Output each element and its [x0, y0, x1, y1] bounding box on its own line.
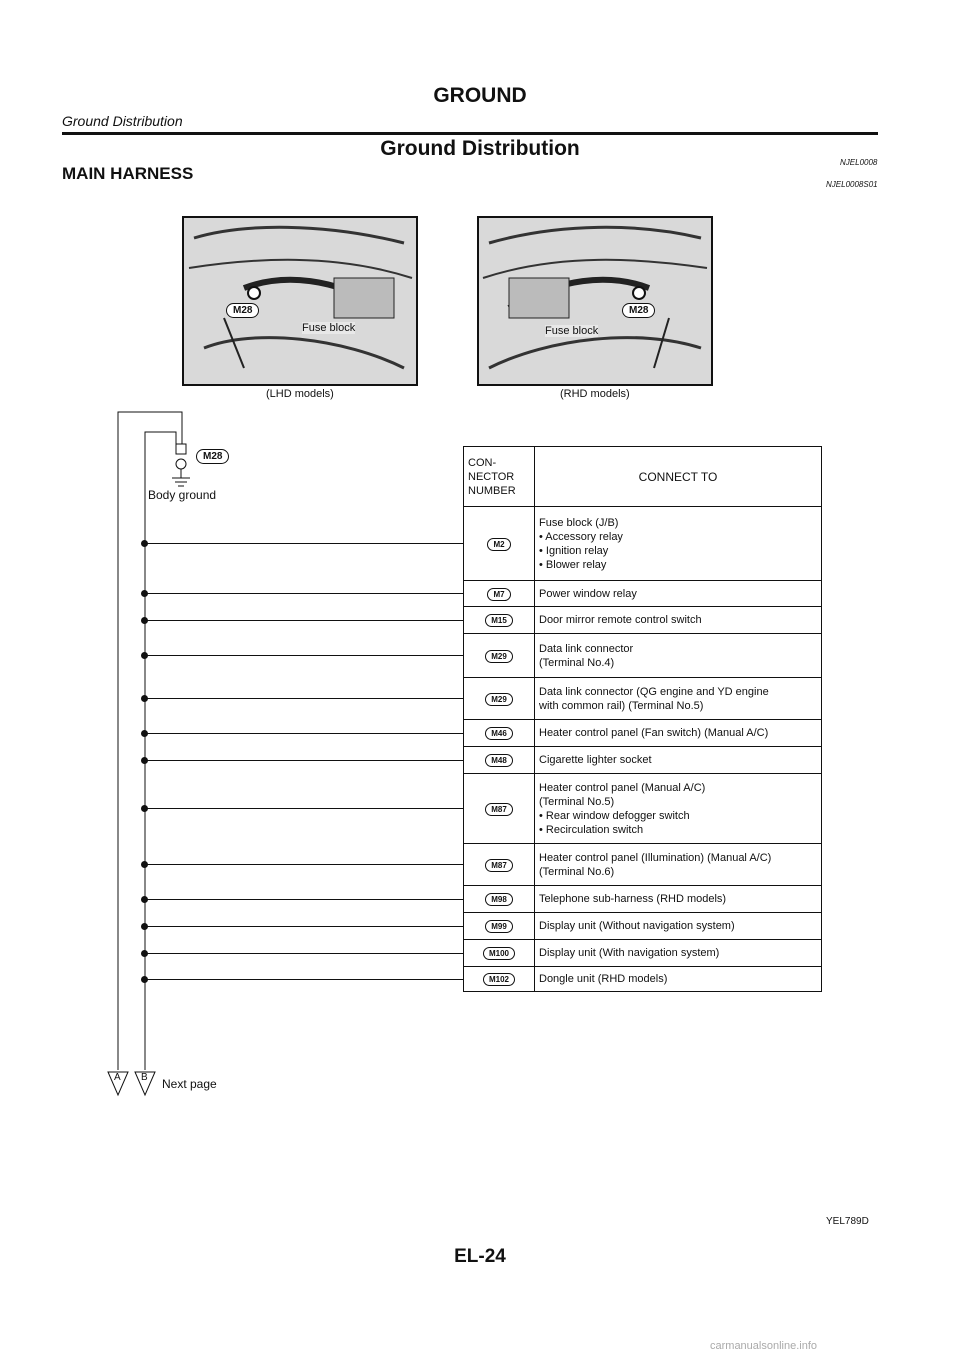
branch-wire: [145, 760, 463, 761]
header-connector-number: CON- NECTOR NUMBER: [464, 447, 535, 507]
branch-wire: [145, 543, 463, 544]
table-row: [464, 678, 822, 720]
watermark: carmanualsonline.info: [710, 1340, 818, 1352]
connect-to-cell: Data link connector (Terminal No.4): [535, 634, 822, 678]
connector-badge: M7: [487, 588, 510, 601]
subsection-code: NJEL0008S01: [826, 180, 878, 189]
header-subtitle: Ground Distribution: [62, 113, 183, 129]
branch-wire: [145, 593, 463, 594]
junction-dot: [141, 617, 148, 624]
table-row: [464, 720, 822, 747]
connect-to-cell: Heater control panel (Fan switch) (Manual A/C): [535, 720, 822, 747]
connect-to-cell: Fuse block (J/B) • Accessory relay • Ignition relay • Blower relay: [535, 507, 822, 581]
connector-badge: M48: [485, 754, 513, 767]
branch-wire: [145, 926, 463, 927]
connector-cell: [464, 678, 535, 720]
table-row: [464, 913, 822, 940]
junction-dot: [141, 540, 148, 547]
branch-wire: [145, 808, 463, 809]
connector-cell: [464, 581, 535, 607]
branch-wire: [145, 733, 463, 734]
page-number: EL-24: [454, 1246, 506, 1267]
section-title: Ground Distribution: [380, 137, 580, 160]
photo-lhd-connector: M28: [226, 300, 259, 318]
photo-lhd-caption: (LHD models): [266, 388, 334, 400]
connect-to-cell: Heater control panel (Illumination) (Manual A/C) (Terminal No.6): [535, 844, 822, 886]
connector-cell: [464, 886, 535, 913]
figure-code: YEL789D: [826, 1216, 869, 1227]
table-row: [464, 774, 822, 844]
connector-badge: M100: [483, 947, 515, 960]
table-row: [464, 581, 822, 607]
junction-dot: [141, 950, 148, 957]
connect-to-cell: Telephone sub-harness (RHD models): [535, 886, 822, 913]
next-page-label: Next page: [162, 1077, 217, 1091]
connector-cell: [464, 967, 535, 992]
branch-wire: [145, 655, 463, 656]
subsection-title: MAIN HARNESS: [62, 164, 194, 183]
table-row: [464, 607, 822, 634]
connector-badge: M99: [485, 920, 513, 933]
table-row: [464, 634, 822, 678]
junction-dot: [141, 757, 148, 764]
junction-dot: [141, 730, 148, 737]
junction-dot: [141, 590, 148, 597]
connector-badge: M102: [483, 973, 515, 986]
connector-badge: M46: [485, 727, 513, 740]
ground-connector: M28: [196, 446, 229, 464]
header-connect-to: CONNECT TO: [535, 447, 822, 507]
photo-rhd-connector: M28: [622, 300, 655, 318]
photo-rhd-caption: (RHD models): [560, 388, 630, 400]
table-header-row: [464, 447, 822, 507]
connector-cell: [464, 720, 535, 747]
photo-lhd-fuse-label: Fuse block: [302, 322, 356, 334]
connect-to-cell: Door mirror remote control switch: [535, 607, 822, 634]
connect-to-cell: Data link connector (QG engine and YD engine with common rail) (Terminal No.5): [535, 678, 822, 720]
junction-dot: [141, 652, 148, 659]
branch-wire: [145, 698, 463, 699]
connect-to-cell: Power window relay: [535, 581, 822, 607]
connector-badge: M98: [485, 893, 513, 906]
junction-dot: [141, 805, 148, 812]
photo-rhd-fuse-label: Fuse block: [545, 325, 599, 337]
branch-wire: [145, 864, 463, 865]
junction-dot: [141, 695, 148, 702]
next-page-b: B: [141, 1072, 148, 1083]
connect-to-cell: Display unit (Without navigation system): [535, 913, 822, 940]
junction-dot: [141, 923, 148, 930]
branch-wire: [145, 979, 463, 980]
connector-badge: M87: [485, 803, 513, 816]
connector-cell: [464, 844, 535, 886]
next-page-a: A: [114, 1072, 121, 1083]
connect-to-cell: Dongle unit (RHD models): [535, 967, 822, 992]
ground-label: Body ground: [148, 488, 217, 502]
header-title: GROUND: [433, 84, 527, 107]
connect-to-cell: Cigarette lighter socket: [535, 747, 822, 774]
junction-dot: [141, 976, 148, 983]
table-row: [464, 747, 822, 774]
junction-dot: [141, 861, 148, 868]
section-code: NJEL0008: [840, 158, 878, 167]
connector-cell: [464, 913, 535, 940]
connector-cell: [464, 940, 535, 967]
branch-wire: [145, 953, 463, 954]
connector-badge: M29: [485, 693, 513, 706]
connector-cell: [464, 774, 535, 844]
connect-to-cell: Display unit (With navigation system): [535, 940, 822, 967]
table-row: [464, 940, 822, 967]
table-row: [464, 967, 822, 992]
connector-cell: [464, 634, 535, 678]
connector-badge: M87: [485, 859, 513, 872]
table-row: [464, 507, 822, 581]
connector-cell: [464, 607, 535, 634]
table-row: [464, 886, 822, 913]
branch-wire: [145, 899, 463, 900]
connector-badge: M29: [485, 650, 513, 663]
connector-table: [463, 446, 822, 992]
junction-dot: [141, 896, 148, 903]
table-row: [464, 844, 822, 886]
connect-to-cell: Heater control panel (Manual A/C) (Terminal No.5) • Rear window defogger switch • Recirculation switch: [535, 774, 822, 844]
connector-badge: M2: [487, 538, 510, 551]
connector-cell: [464, 507, 535, 581]
connector-badge: M15: [485, 614, 513, 627]
branch-wire: [145, 620, 463, 621]
connector-cell: [464, 747, 535, 774]
